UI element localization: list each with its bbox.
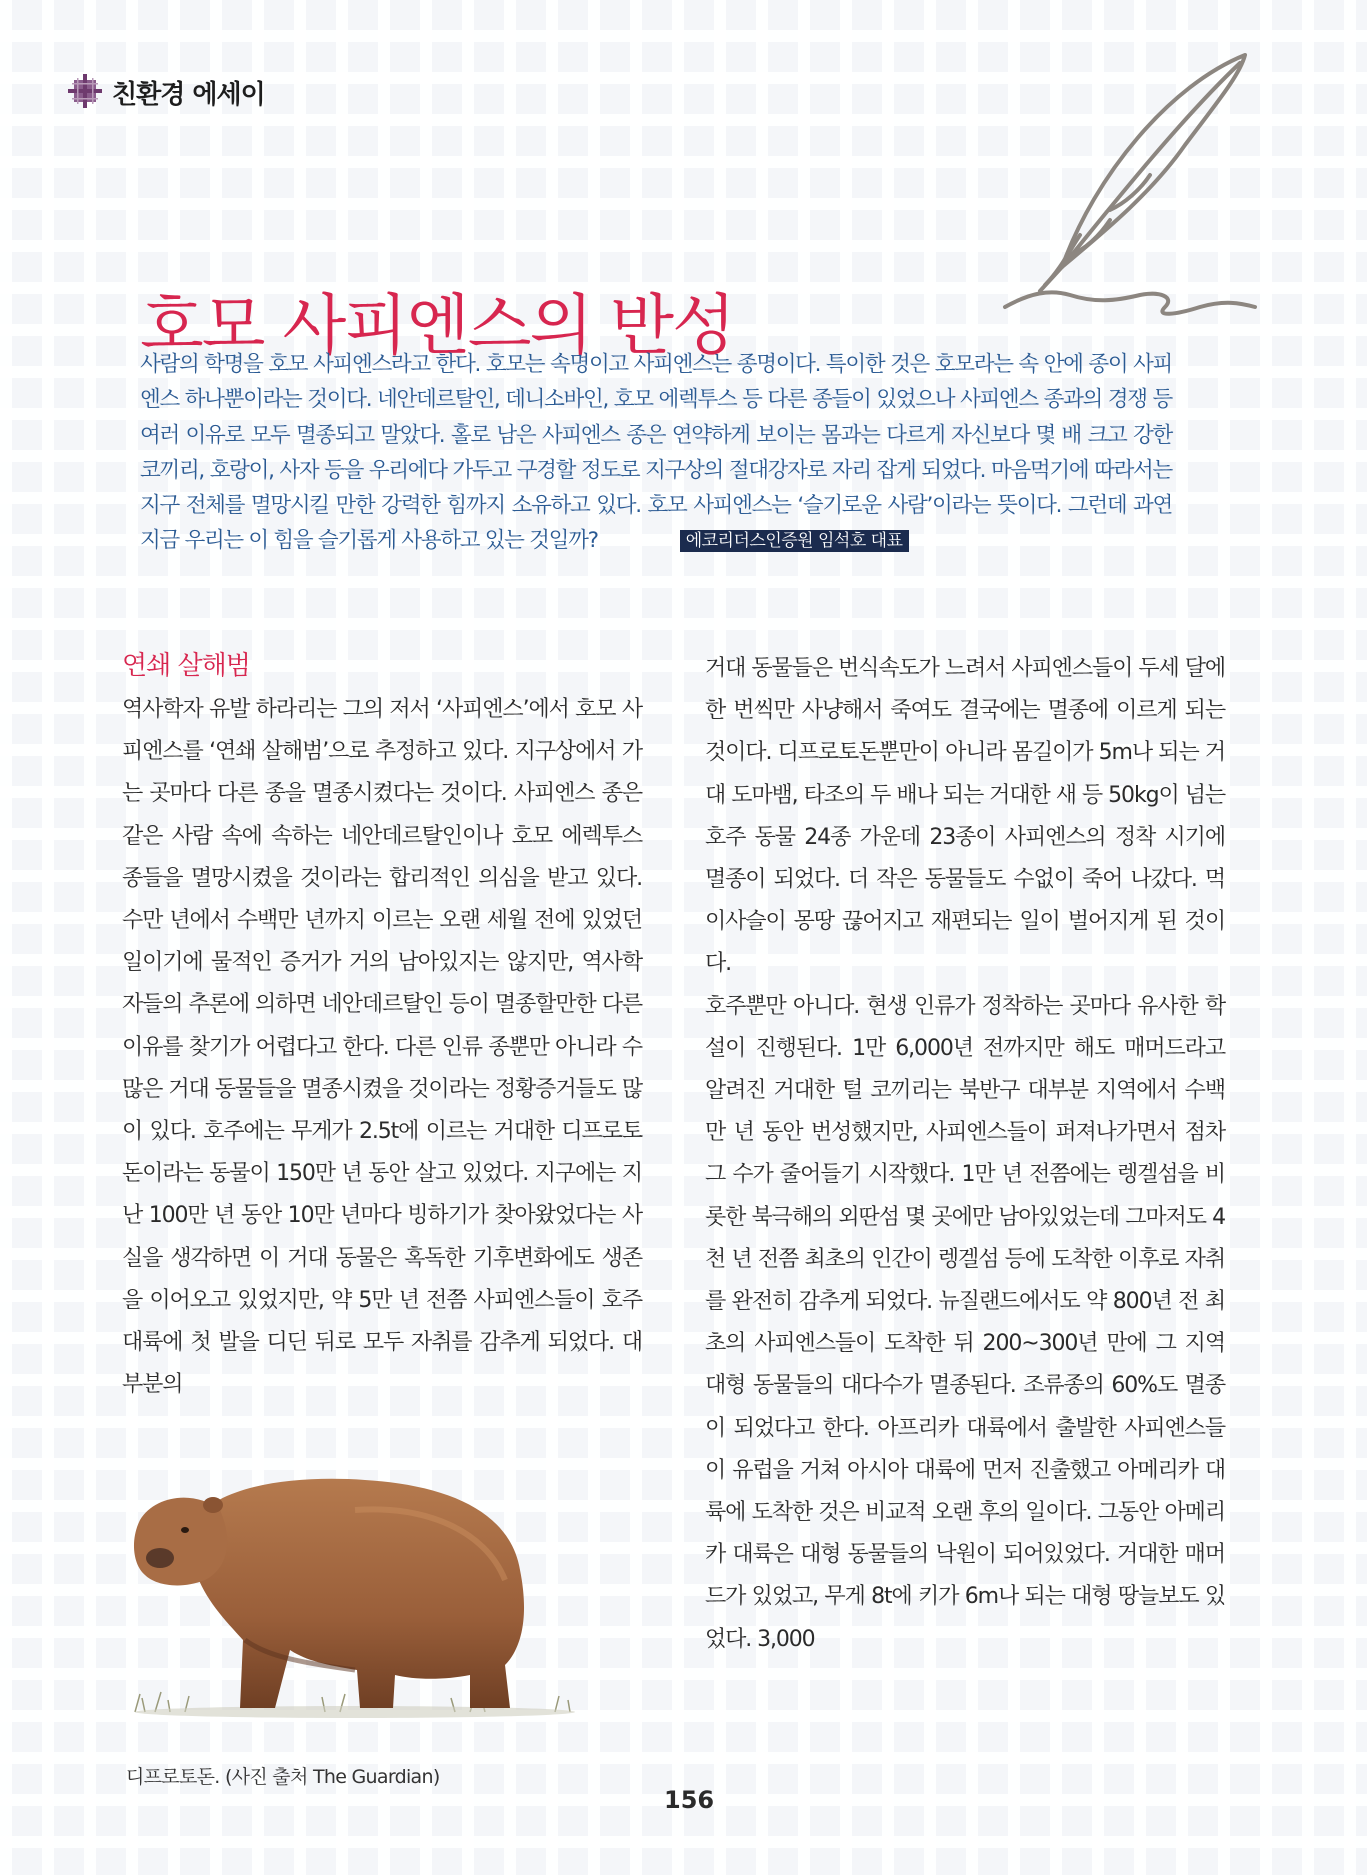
section-label: 친환경 에세이: [112, 80, 265, 110]
quill-pen-icon: [1000, 45, 1260, 330]
left-column-text: 역사학자 유발 하라리는 그의 저서 ‘사피엔스’에서 호모 사피엔스를 ‘연쇄 살해범’으로 추정하고 있다. 지구상에서 가는 곳마다 다른 종을 멸종시켰다는 것이다. 사피엔스 종은 같은 사람 속에 속하는 네안데르탈인이나 호모 에렉투스 종들을 멸망시켰을 것이라는 합리적인 의심을 받고 있다. 수만 년에서 수백만 년까지 이르는 오랜 세월 전에 있었던 일이기에 물적인 증거가 거의 남아있지는 않지만, 역사학자들의 추론에 의하면 네안데르탈인 등이 멸종할만한 다른 이유를 찾기가 어렵다고 한다. 다른 인류 종뿐만 아니라 수많은 거대 동물들을 멸종시켰을 것이라는 정황증거들도 많이 있다. 호주에는 무게가 2.5t에 이르는 거대한 디프로토돈이라는 동물이 150만 년 동안 살고 있었다. 지구에는 지난 100만 년 동안 10만 년마다 빙하기가 찾아왔었다는 사실을 생각하면 이 거대 동물은 혹독한 기후변화에도 생존을 이어오고 있었지만, 약 5만 년 전쯤 사피엔스들이 호주 대륙에 첫 발을 디딘 뒤로 모두 자취를 감추게 되었다. 대부분의: [122, 697, 642, 1398]
figure-caption: 디프로토돈. (사진 출처 The Guardian): [126, 1766, 440, 1788]
article-intro: [140, 347, 1172, 560]
subheading: 연쇄 살해범: [122, 651, 250, 681]
section-mark-icon: [68, 74, 102, 108]
diprotodon-illustration: [125, 1450, 600, 1735]
author-badge: 에코리더스인증원 임석호 대표: [680, 530, 909, 552]
right-column: [705, 648, 1225, 1661]
right-column-paragraph-1: 거대 동물들은 번식속도가 느려서 사피엔스들이 두세 달에 한 번씩만 사냥해서 죽여도 결국에는 멸종에 이르게 되는 것이다. 디프로토돈뿐만이 아니라 몸길이가 5m나 되는 거대 도마뱀, 타조의 두 배나 되는 거대한 새 등 50kg이 넘는 호주 동물 24종 가운데 23종이 사피엔스의 정착 시기에 멸종이 되었다. 더 작은 동물들도 수없이 죽어 나갔다. 먹이사슬이 몽땅 끊어지고 재편되는 일이 벌어지게 된 것이다.: [705, 656, 1225, 977]
page-number: 156: [664, 1786, 715, 1814]
article-title: 호모 사피엔스의 반성: [140, 287, 734, 365]
right-column-paragraph-2: 호주뿐만 아니다. 현생 인류가 정착하는 곳마다 유사한 학설이 진행된다. 1만 6,000년 전까지만 해도 매머드라고 알려진 거대한 털 코끼리는 북반구 대부분 지역에서 수백만 년 동안 번성했지만, 사피엔스들이 퍼져나가면서 점차 그 수가 줄어들기 시작했다. 1만 년 전쯤에는 렝겔섬을 비롯한 북극해의 외딴섬 몇 곳에만 남아있었는데 그마저도 4천 년 전쯤 최초의 인간이 렝겔섬 등에 도착한 이후로 자취를 완전히 감추게 되었다. 뉴질랜드에서도 약 800년 전 최초의 사피엔스들이 도착한 뒤 200~300년 만에 그 지역 대형 동물들의 대다수가 멸종된다. 조류종의 60%도 멸종이 되었다고 한다. 아프리카 대륙에서 출발한 사피엔스들이 유럽을 거쳐 아시아 대륙에 먼저 진출했고 아메리카 대륙에 도착한 것은 비교적 오랜 후의 일이다. 그동안 아메리카 대륙은 대형 동물들의 낙원이 되어있었다. 거대한 매머드가 있었고, 무게 8t에 키가 6m나 되는 대형 땅늘보도 있었다. 3,000: [705, 993, 1225, 1652]
intro-text: 사람의 학명을 호모 사피엔스라고 한다. 호모는 속명이고 사피엔스는 종명이다. 특이한 것은 호모라는 속 안에 종이 사피엔스 하나뿐이라는 것이다. 네안데르탈인, 데니소바인, 호모 에렉투스 등 다른 종들이 있었으나 사피엔스 종과의 경쟁 등 여러 이유로 모두 멸종되고 말았다. 홀로 남은 사피엔스 종은 연약하게 보이는 몸과는 다르게 자신보다 몇 배 크고 강한 코끼리, 호랑이, 사자 등을 우리에다 가두고 구경할 정도로 지구상의 절대강자로 자리 잡게 되었다. 마음먹기에 따라서는 지구 전체를 멸망시킬 만한 강력한 힘까지 소유하고 있다. 호모 사피엔스는 ‘슬기로운 사람’이라는 뜻이다. 그런데 과연 지금 우리는 이 힘을 슬기롭게 사용하고 있는 것일까?: [140, 352, 1172, 554]
left-column: [122, 645, 642, 1406]
